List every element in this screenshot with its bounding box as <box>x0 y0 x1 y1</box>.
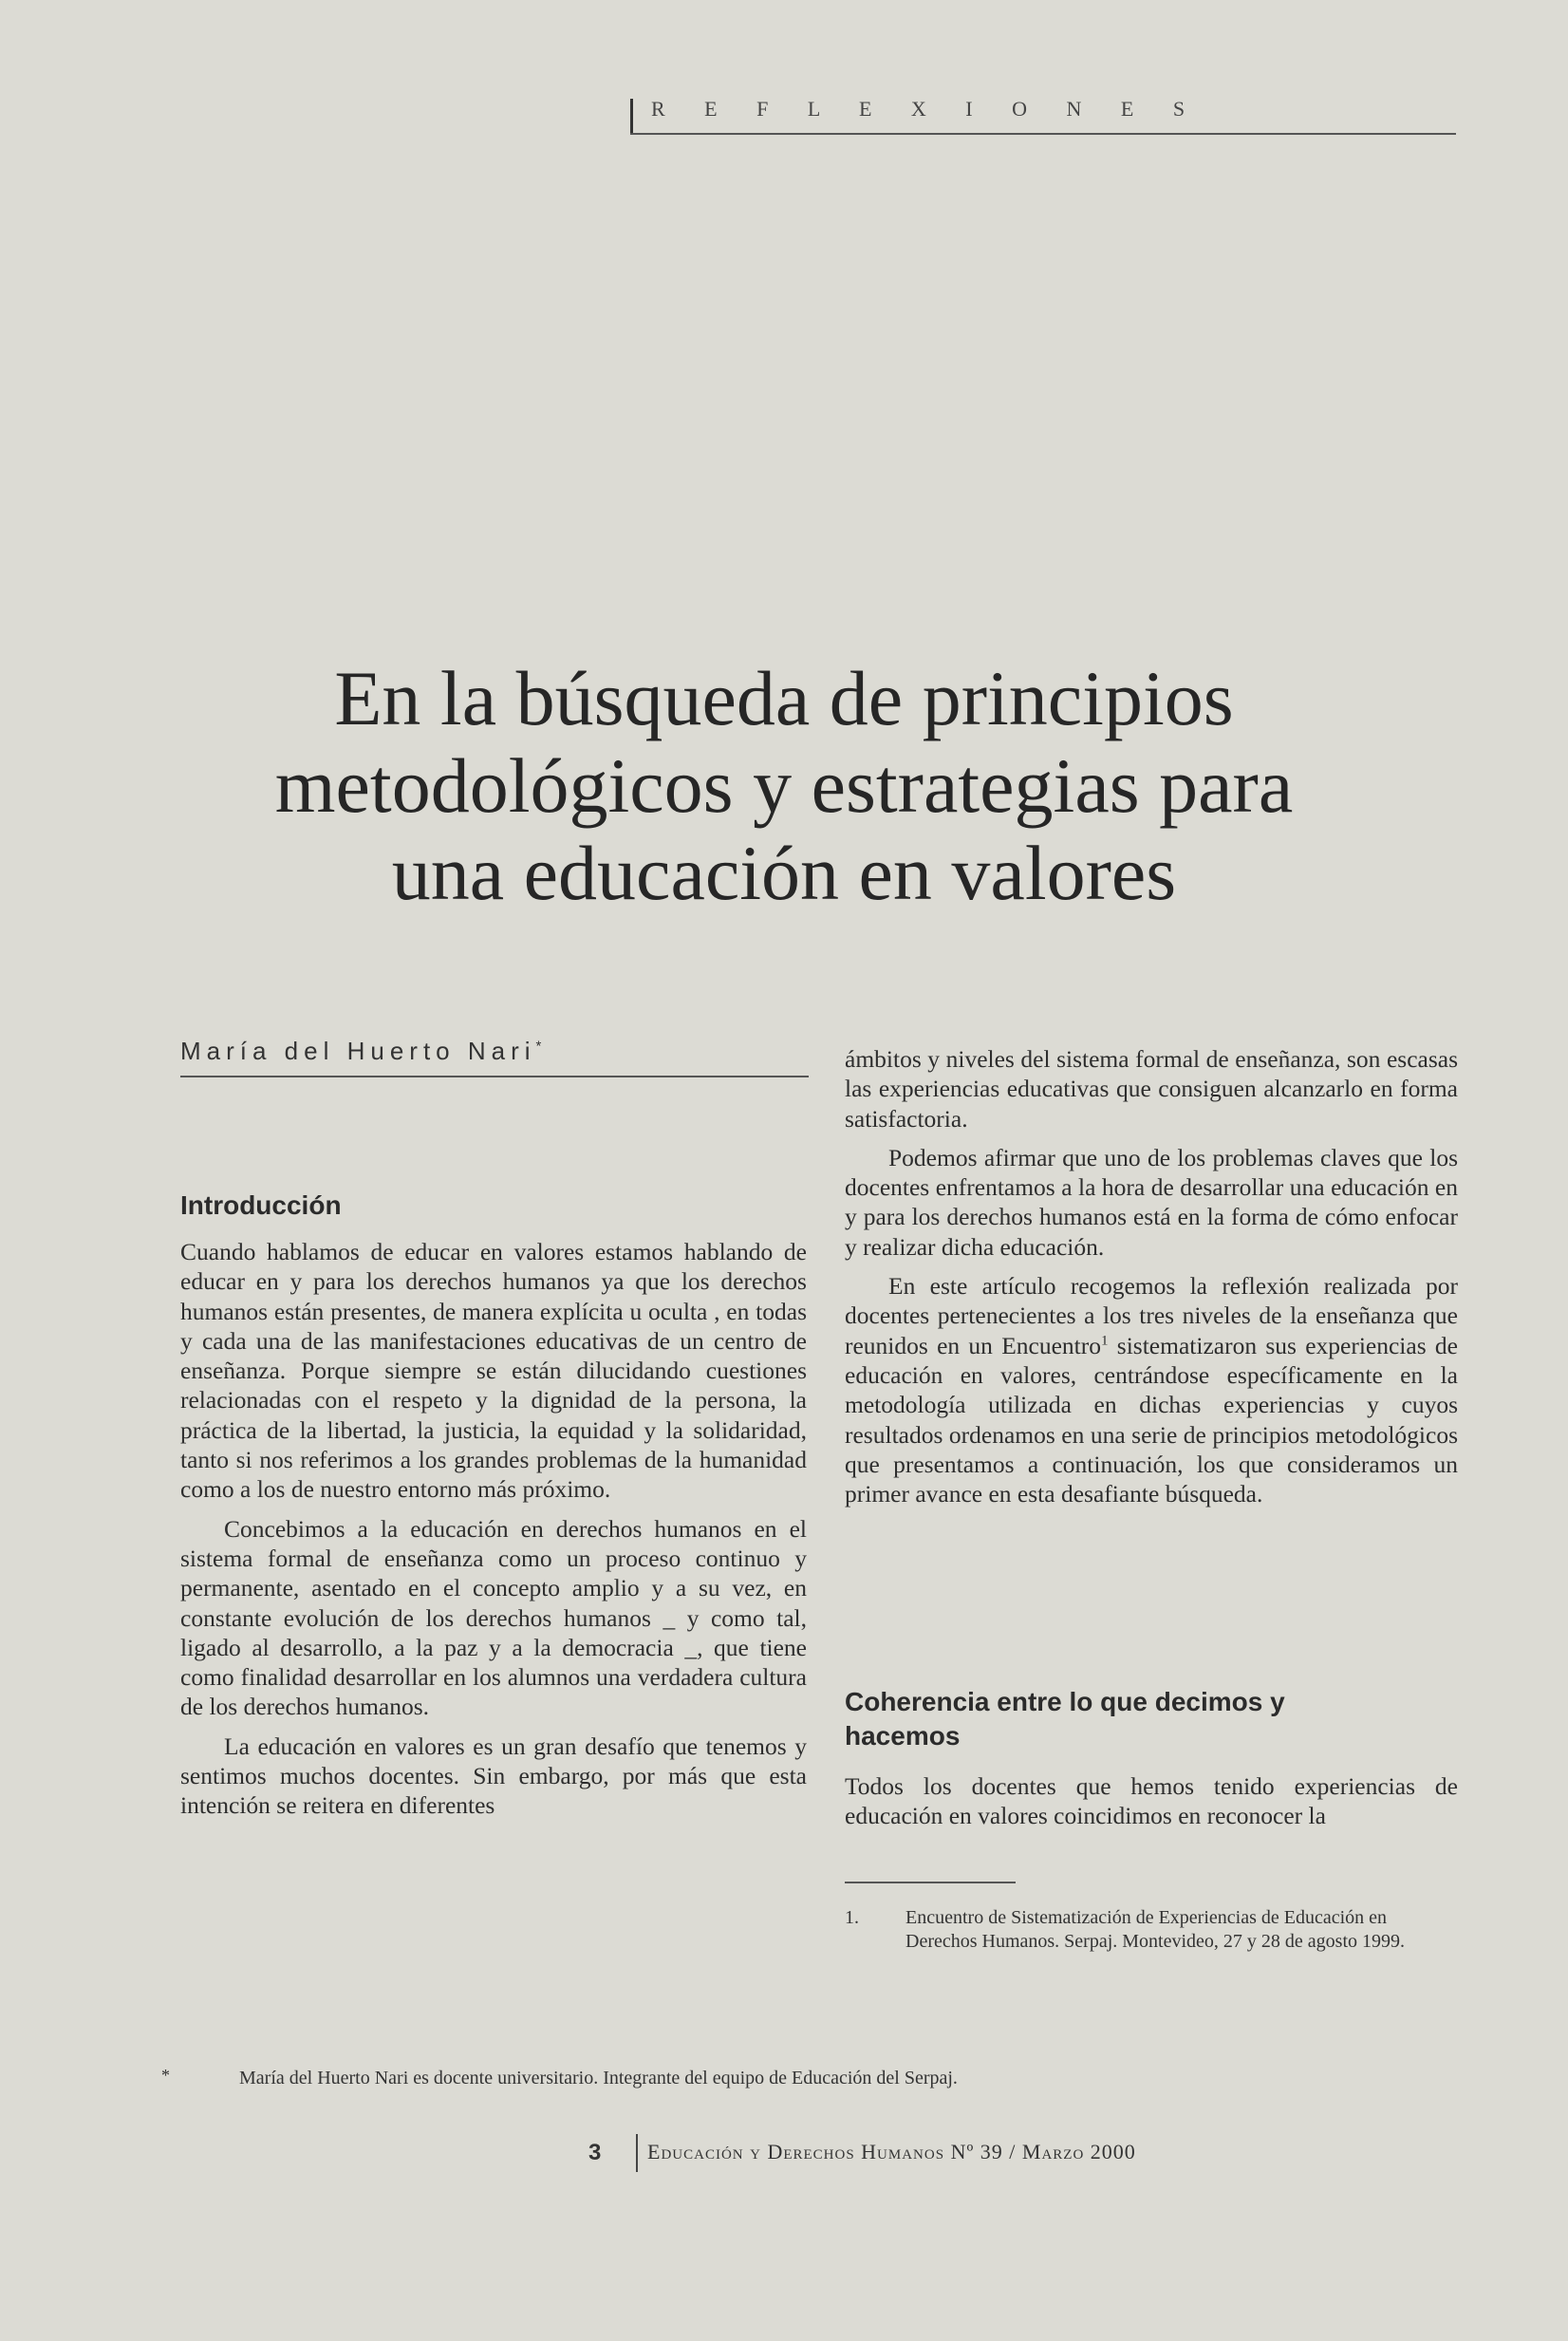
footnote-text: Encuentro de Sistematización de Experiencias de Educación en Derechos Humanos. Serpaj. Montevideo, 27 y 28 de agosto 1999. <box>905 1907 1406 1952</box>
body-text: En este artículo recogemos la reflexión realizada por docentes pertenecientes a los tres niveles de la enseñanza que reunidos en un Encuentro <box>845 1272 1458 1359</box>
footnote-divider <box>845 1882 1016 1883</box>
body-paragraph: ámbitos y niveles del sistema formal de enseñanza, son escasas las experiencias educativas que consiguen alcanzarlo en forma satisfactoria. <box>845 1045 1458 1133</box>
footnote-number: 1. <box>845 1907 859 1928</box>
left-column <box>180 1237 807 1821</box>
header-rule-mark <box>630 99 633 133</box>
coherencia-paragraph: Todos los docentes que hemos tenido experiencias de educación en valores coincidimos en reconocer la <box>845 1772 1458 1830</box>
section-label: R E F L E X I O N E S <box>651 97 1203 121</box>
right-column <box>845 1044 1458 1508</box>
author-name: María del Huerto Nari <box>180 1037 536 1065</box>
title-line: En la búsqueda de principios <box>334 655 1234 741</box>
publication-info: Educación y Derechos Humanos Nº 39 / Marzo 2000 <box>647 2140 1136 2163</box>
author-note-text: María del Huerto Nari es docente universitario. Integrante del equipo de Educación del Serpaj. <box>239 2068 958 2088</box>
coherencia-heading: Coherencia entre lo que decimos y hacemos <box>845 1687 1285 1751</box>
intro-heading: Introducción <box>180 1190 342 1220</box>
author-note-marker: * <box>161 2066 170 2085</box>
author-note <box>161 2068 1395 2089</box>
intro-paragraph: Concebimos a la educación en derechos humanos en el sistema formal de enseñanza como un proceso continuo y permanente, asentado en el concepto amplio y a su vez, en constante evolución de los derechos humanos _ y como tal, ligado al desarrollo, a la paz y a la democracia _, que tiene como finalidad desarrollar en los alumnos una verdadera cultura de los derechos humanos. <box>180 1514 807 1721</box>
body-paragraph: Podemos afirmar que uno de los problemas claves que los docentes enfrentamos a la hora de desarrollar una educación en y para los derechos humanos está en la forma de cómo enfocar y realizar dicha educación. <box>845 1143 1458 1261</box>
section-header <box>630 91 1456 135</box>
body-text: sistematizaron sus experiencias de educación en valores, centrándose específicamente en la metodología utilizada en dichas experiencias y cuyos resultados ordenamos en una serie de principios metodológicos que presentamos a continuación, los que consideramos un primer avance en esta desafiante búsqueda. <box>845 1331 1458 1508</box>
author-marker: * <box>535 1038 548 1055</box>
footer-divider <box>636 2134 638 2172</box>
author-byline <box>180 1037 809 1077</box>
footnote-ref: 1 <box>1101 1333 1109 1349</box>
title-line: metodológicos y estrategias para <box>274 742 1294 829</box>
title-line: una educación en valores <box>391 830 1177 916</box>
footnote <box>845 1906 1458 1954</box>
article-title <box>142 655 1426 917</box>
intro-paragraph: Cuando hablamos de educar en valores estamos hablando de educar en y para los derechos humanos ya que los derechos humanos están presentes, de manera explícita u oculta , en todas y cada una de las manifestaciones educativas de un centro de enseñanza. Porque siempre se están dilucidando cuestiones relacionadas con el respeto y la dignidad de la persona, la práctica de la libertad, la justicia, la equidad y la solidaridad, tanto si nos referimos a los grandes problemas de la humanidad como a los de nuestro entorno más próximo. <box>180 1238 807 1504</box>
intro-paragraph: La educación en valores es un gran desafío que tenemos y sentimos muchos docentes. Sin embargo, por más que esta intención se reitera en diferentes <box>180 1732 807 1820</box>
body-paragraph <box>845 1271 1458 1508</box>
page-number: 3 <box>588 2140 602 2165</box>
